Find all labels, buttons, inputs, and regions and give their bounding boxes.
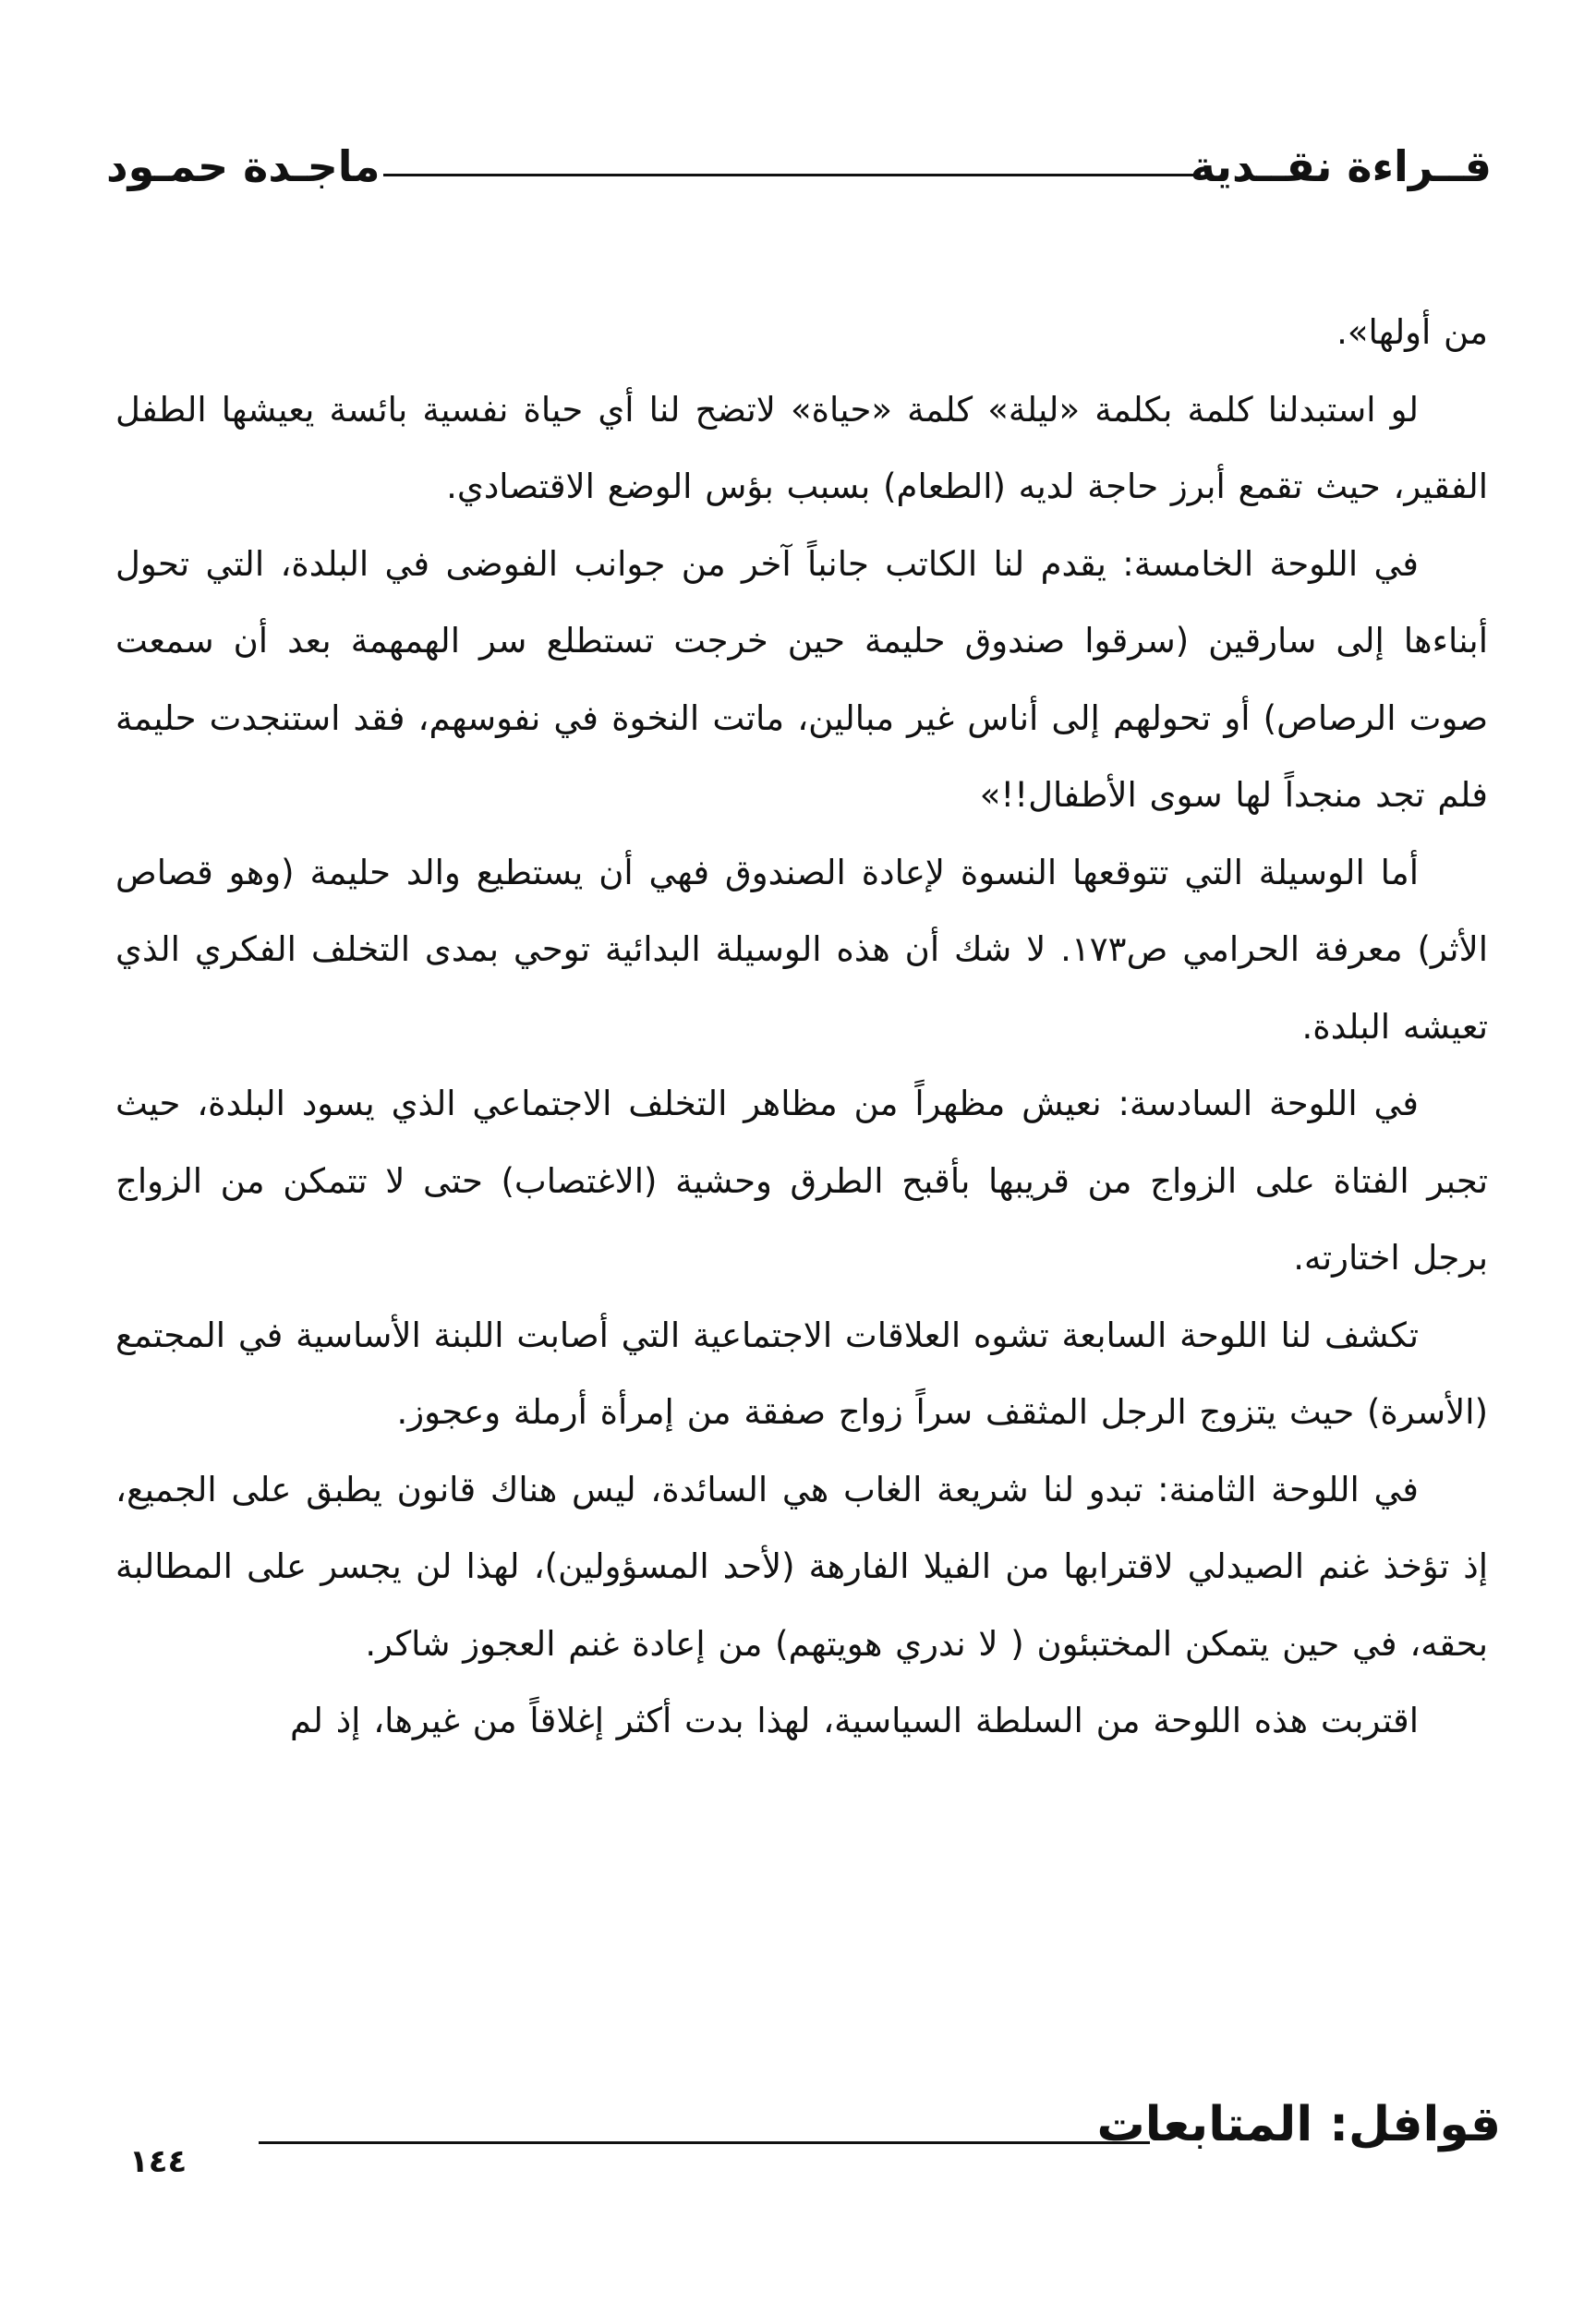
footer-rule: [259, 2141, 1150, 2144]
running-footer: [129, 2079, 1501, 2180]
paragraph-4: أما الوسيلة التي تتوقعها النسوة لإعادة الصندوق فهي أن يستطيع والد حليمة (وهو قصاص الأثر) معرفة الحرامي ص١٧٣. لا شك أن هذه الوسيلة البدائية توحي بمدى التخلف الفكري الذي تعيشه البلدة.: [115, 852, 1488, 1047]
section-title: قــراءة نقــدية: [1190, 141, 1492, 191]
paragraph-6: تكشف لنا اللوحة السابعة تشوه العلاقات الاجتماعية التي أصابت اللبنة الأساسية في المجتمع (الأسرة) حيث يتزوج الرجل المثقف سراً زواج صفقة من إمرأة أرملة وعجوز.: [115, 1315, 1488, 1432]
page-number: ١٤٤: [129, 2143, 187, 2180]
paragraph-8: اقتربت هذه اللوحة من السلطة السياسية، لهذا بدت أكثر إغلاقاً من غيرها، إذ لم: [290, 1701, 1419, 1740]
paragraph-1: من أولها».: [1336, 312, 1488, 352]
header-rule: [383, 174, 1196, 176]
journal-name: قوافل: المتابعات: [1096, 2097, 1501, 2152]
page-body: [115, 294, 1488, 1760]
paragraph-3: في اللوحة الخامسة: يقدم لنا الكاتب جانباً آخر من جوانب الفوضى في البلدة، التي تحول أبناءها إلى سارقين (سرقوا صندوق حليمة حين خرجت تستطلع سر الهمهمة بعد أن سمعت صوت الرصاص) أو تحولهم إلى أناس غير مبالين، ماتت النخوة في نفوسهم، فقد استنجدت حليمة فلم تجد منجداً لها سوى الأطفال!!»: [115, 543, 1488, 815]
author-name: ماجـدة حمـود: [106, 141, 381, 191]
paragraph-5: في اللوحة السادسة: نعيش مظهراً من مظاهر التخلف الاجتماعي الذي يسود البلدة، حيث تجبر الفتاة على الزواج من قريبها بأقبح الطرق وحشية (الاغتصاب) حتى لا تتمكن من الزواج برجل اختارته.: [115, 1084, 1488, 1278]
running-header: [106, 129, 1492, 203]
paragraph-7: في اللوحة الثامنة: تبدو لنا شريعة الغاب هي السائدة، ليس هناك قانون يطبق على الجميع، إذ تؤخذ غنم الصيدلي لاقترابها من الفيلا الفارهة (لأحد المسؤولين)، لهذا لن يجسر على المطالبة بحقه، في حين يتمكن المختبئون ( لا ندري هويتهم) من إعادة غنم العجوز شاكر.: [115, 1469, 1488, 1664]
paragraph-2: لو استبدلنا كلمة بكلمة «ليلة» كلمة «حياة» لاتضح لنا أي حياة نفسية بائسة يعيشها الطفل الفقير، حيث تقمع أبرز حاجة لديه (الطعام) بسبب بؤس الوضع الاقتصادي.: [115, 389, 1488, 506]
